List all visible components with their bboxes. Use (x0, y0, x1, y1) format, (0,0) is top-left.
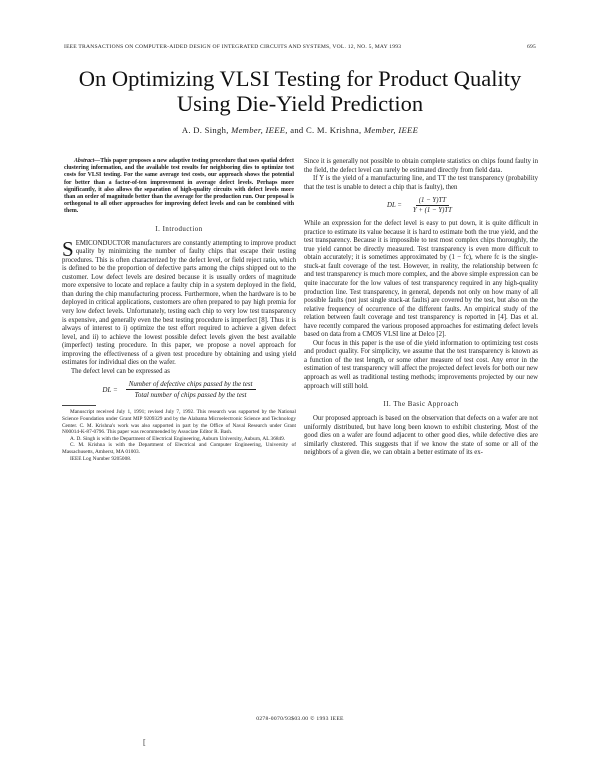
author-2: C. M. Krishna, (305, 125, 362, 135)
page-number: 695 (527, 44, 536, 50)
footnote-manuscript: Manuscript received July 1, 1991; revised July 7, 1992. This research was supported by the National Science Foundation under Grant MIP 9209329 and by the Alabama Microelectronic Science and Technology Center. C. M. Krishna's work was also supported in part by the Office of Naval Research under Grant N00014-K-87-0796. This paper was recommended by Associate Editor R. Bash. (62, 409, 296, 436)
left-column (62, 158, 296, 462)
equation-1-denominator: Total number of chips passed by the test (134, 391, 247, 400)
margin-mark: [ (143, 738, 146, 747)
equation-2-lhs: DL = (387, 202, 402, 210)
paper-title (40, 66, 560, 116)
running-header (64, 44, 536, 56)
footnote-rule (62, 405, 96, 406)
equation-defect-level-yield (304, 197, 538, 214)
author-line (40, 125, 560, 135)
footnote-author-1: A. D. Singh is with the Department of Electrical Engineering, Auburn University, Auburn, AL 36849. (70, 435, 286, 442)
drop-cap: S (62, 236, 74, 261)
section-heading-basic-approach: II. The Basic Approach (383, 401, 459, 409)
intro-paragraph-1-text: EMICONDUCTOR manufacturers are constantly attempting to improve product quality by minimizing the number of faulty chips that escape their testing procedures. This is often characterized by the defect level, or field reject ratio, which is defined to be the proportion of defective parts among the chips shipped out to the customer. Low defect levels are desired because it is usually orders of magnitude more expensive to locate and replace a faulty chip in a system deployed in the field, than during the chip manufacturing process. Furthermore, when the hardware is to be deployed in critical applications, customers are often prepared to pay high premia for very low defect levels. Unfortunately, testing each chip to very low test transparency is expensive, and generally even the best testing procedure is imperfect [8]. Thus it is always of interest to i) optimize the test effort required to achieve a given defect level, and ii) to achieve the lowest possible defect levels given the best available (imperfect) testing procedure. In this paper, we propose a novel approach for improving the effectiveness of a given test procedure by obtaining and using yield estimates for individual dies on the wafer. (62, 239, 296, 367)
equation-1-lhs: DL = (102, 385, 118, 394)
right-column (304, 158, 538, 458)
author-2-role: Member, IEEE (363, 125, 419, 135)
journal-name: IEEE TRANSACTIONS ON COMPUTER-AIDED DESIGN OF INTEGRATED CIRCUITS AND SYSTEMS, VOL. 12, NO. 5, MAY 1993 (64, 44, 402, 50)
equation-1-fraction (126, 380, 256, 399)
right-paragraph-3: While an expression for the defect level is easy to put down, it is quite difficult in practice to estimate its value because it is hard to estimate both the true yield, and the test transparency. Because it is impossible to test most complex chips thoroughly, the true yield cannot be directly measured. Test transparency is even more difficult to obtain accurately; it is sometimes approximated by (1 − fc), where fc is the single-stuck-at fault coverage of the test. However, in reality, the relationship between fc and test transparency is much more complex, and the above simple expression can be quite inaccurate for the low values of test transparency required in any high-quality production line. Test transparency, in general, depends not only on how many of all possible faults (not just single stuck-at faults) are covered by the test, but also on the relative frequency of occurrence of the different faults. An empirical study of the relation between fault coverage and test transparency is reported in [4]. Das et al. have recently compared the various proposed approaches for estimating defect levels based on data from a CMOS VLSI line at Delco [2]. (304, 220, 538, 339)
equation-defect-level (62, 380, 296, 399)
abstract-lead: Abstract— (74, 158, 101, 164)
equation-2-fraction (410, 197, 455, 214)
footnote-log-number: IEEE Log Number 9205008. (70, 455, 132, 462)
section-heading-introduction: I. Introduction (155, 225, 203, 233)
abstract (64, 158, 294, 216)
title-line-2: Using Die-Yield Prediction (176, 91, 424, 116)
right-paragraph-5: Our proposed approach is based on the observation that defects on a wafer are not uniformly distributed, but have long been known to exhibit clustering. Most of the good dies on a wafer are found adjacent to other good dies, while defective dies are similarly clustered. This suggests that if we know the state of some or all of the neighbors of a given die, we can obtain a better estimate of its ex- (304, 415, 538, 457)
abstract-text: This paper proposes a new adaptive testing procedure that uses spatial defect clustering information, and the available test results for neighboring dies to optimize test costs for VLSI testing. For the same average test costs, our approach shows the potential for better than a factor-of-ten improvement in average defect levels. Perhaps more significantly, it also allows the separation of high-quality circuits with defect levels more than an order of magnitude better than the average for the production run. Our proposal is orthogonal to all other approaches for improving defect levels and can be combined with them. (64, 158, 294, 215)
intro-paragraph-2: The defect level can be expressed as (71, 367, 170, 375)
right-paragraph-2: If Y is the yield of a manufacturing line, and TT the test transparency (probability that the test is unable to detect a chip that is faulty), then (304, 175, 538, 191)
title-line-1: On Optimizing VLSI Testing for Product Quality (78, 66, 522, 91)
footnote-author-2: C. M. Krishna is with the Department of Electrical and Computer Engineering, University of Massachusetts, Amherst, MA 01003. (62, 442, 296, 455)
intro-paragraph-1 (62, 236, 296, 368)
author-1: A. D. Singh, (181, 125, 229, 135)
equation-2-denominator: Y + (1 − Y)TT (412, 207, 452, 215)
author-and: and (290, 125, 304, 135)
equation-2-numerator: (1 − Y)TT (416, 197, 449, 206)
copyright-footer: 0278-0070/93$03.00 © 1993 IEEE (256, 716, 344, 722)
right-paragraph-4: Our focus in this paper is the use of die yield information to optimizing test costs and product quality. For simplicity, we assume that the test transparency is known as a function of the test length, or some other measure of test cost. Any error in the estimation of test transparency will affect the projected defect levels for both our new approach as well as traditional testing methods; improvements projected by our new approach will still hold. (304, 339, 538, 390)
equation-1-numerator: Number of defective chips passed by the test (126, 380, 256, 390)
author-1-role: Member, IEEE, (231, 125, 288, 135)
right-paragraph-1: Since it is generally not possible to obtain complete statistics on chips found faulty in the field, the defect level can rarely be estimated directly from field data. (304, 158, 538, 174)
